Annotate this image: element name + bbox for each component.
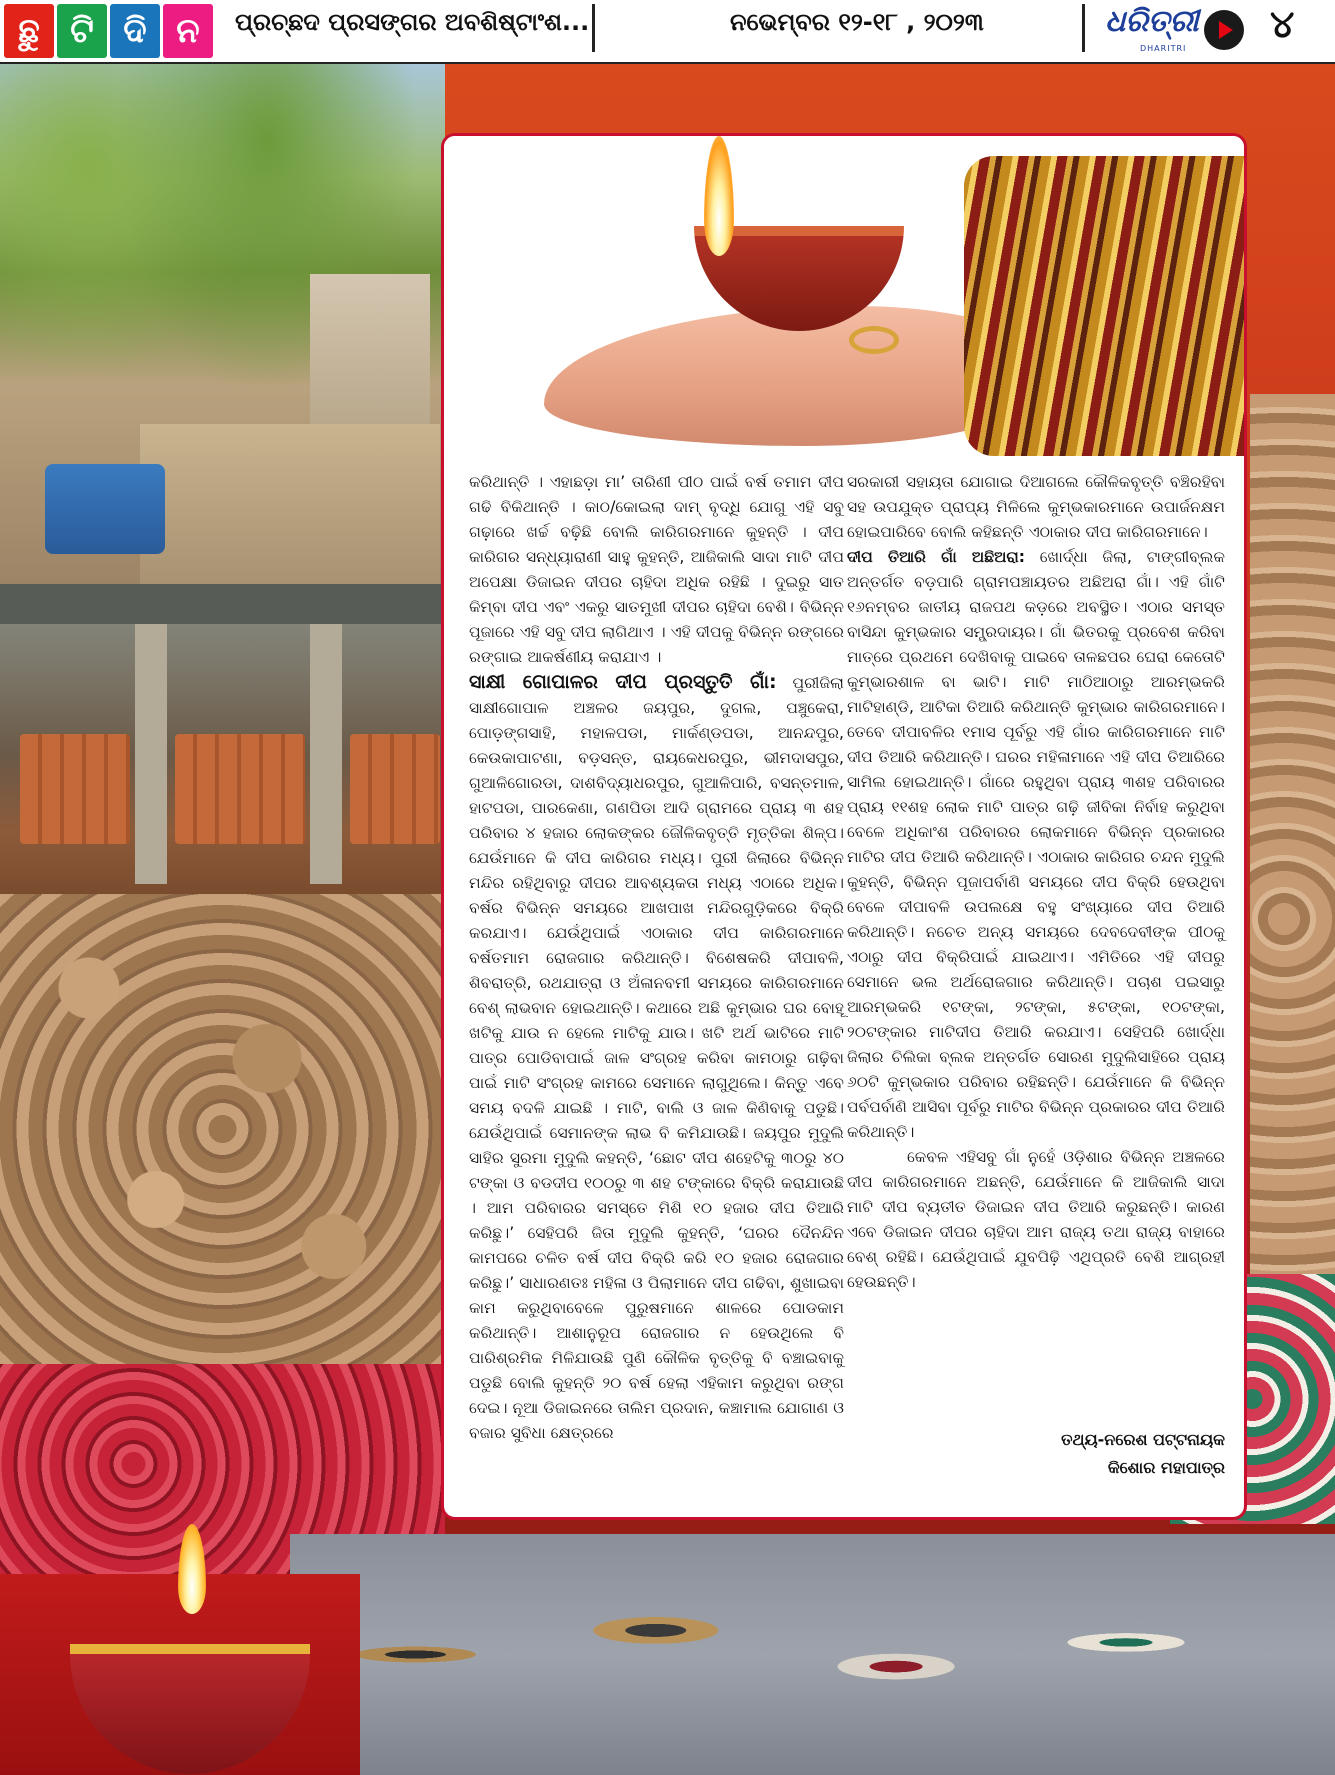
page-header bbox=[0, 0, 1335, 64]
paragraph bbox=[847, 545, 1225, 1145]
brand-logo: ଧରିତ୍ରୀ bbox=[1105, 4, 1199, 39]
village-wall bbox=[310, 274, 430, 424]
paragraph: ସରକାରୀ ସହାୟତା ଯୋଗାଇ ଦିଆଗଲେ କୌଳିକବୃତ୍ତି ବଞ୍ଚିରହିବା ସହ ଉପଯୁକ୍ତ ପ୍ରାପ୍ୟ ମିଳିଲେ କୁମ୍ଭକାରମାନେ ଉପାର୍ଜନକ୍ଷମ ହୋଇପାରିବେ ବୋଲି କହିଛନ୍ତି ଏଠାକାର ଦୀପ କାରିଗରମାନେ। bbox=[847, 473, 1225, 541]
byline-credit: ତଥ୍ୟ-ନରେଶ ପଟ୍ଟନାୟକ bbox=[1061, 1430, 1225, 1449]
bangles-image bbox=[964, 156, 1244, 456]
ring-image bbox=[849, 326, 899, 354]
masthead-logo bbox=[4, 4, 213, 58]
article-panel bbox=[441, 133, 1247, 1520]
shed-roof bbox=[0, 584, 445, 624]
stacked-pots bbox=[20, 734, 130, 844]
village-photo bbox=[0, 64, 445, 584]
page-number: ୪ bbox=[1270, 2, 1295, 46]
brand-subtitle: DHARITRI bbox=[1140, 44, 1187, 53]
village-path bbox=[140, 424, 440, 584]
water-tub bbox=[45, 464, 165, 554]
paragraph bbox=[469, 670, 844, 1446]
header-divider bbox=[592, 4, 595, 52]
paragraph: କେବଳ ଏହିସବୁ ଗାଁ ନୁହେଁ ଓଡ଼ିଶାର ବିଭିନ୍ନ ଅଞ୍ଚଳରେ ଦୀପ କାରିଗରମାନେ ଅଛନ୍ତି, ଯେଉଁମାନେ କି ଆଜିକାଲି ସାଦା ମାଟି ଦୀପ ବ୍ୟତୀତ ଡିଜାଇନ ଦୀପ ତିଆରି କରୁଛନ୍ତି। କାରଣ ଏବେ ଡିଜାଇନ ଦୀପର ଚାହିଦା ଆମ ରାଜ୍ୟ ତଥା ରାଜ୍ୟ ବାହାରେ ବେଶ୍ ରହିଛି। ଯେଉଁଥିପାଇଁ ଯୁବପିଢ଼ି ଏଥିପ୍ରତି ବେଶି ଆଗ୍ରହୀ ହେଉଛନ୍ତି। bbox=[847, 1148, 1225, 1291]
clay-lamps-photo bbox=[0, 894, 445, 1364]
shed-pillar bbox=[310, 624, 342, 884]
logo-letter-4: ନ bbox=[163, 4, 213, 58]
subheading: ସାକ୍ଷୀ ଗୋପାଳର ଦୀପ ପ୍ରସ୍ତୁତି ଗାଁ: bbox=[469, 671, 777, 693]
logo-letter-3: ଦି bbox=[110, 4, 160, 58]
kiln-shed-photo bbox=[0, 584, 445, 894]
section-title: ପ୍ରଚ୍ଛଦ ପ୍ରସଙ୍ଗର ଅବଶିଷ୍ଟାଂଶ... bbox=[235, 8, 590, 36]
logo-letter-2: ଟି bbox=[57, 4, 107, 58]
article-column-2 bbox=[847, 470, 1225, 1295]
header-divider bbox=[1082, 4, 1085, 52]
shed-pillar bbox=[135, 624, 167, 884]
paragraph-text: ଖୋର୍ଦ୍ଧା ଜିଲା, ଟାଙ୍ଗୀବ୍ଲକ ଅନ୍ତର୍ଗତ ବଡ଼ପାରି ଗ୍ରାମପଞ୍ଚାୟତର ଅଛିଅରା ଗାଁ। ଏହି ଗାଁଟି ୧୬ନମ୍ବର ଜାତୀୟ ରାଜପଥ କଡ଼ରେ ଅବସ୍ଥିତ। ଏଠାର ସମସ୍ତ ବାସିନ୍ଦା କୁମ୍ଭକାର ସମ୍ପ୍ରଦାୟର। ଗାଁ ଭିତରକୁ ପ୍ରବେଶ କରିବା ମାତ୍ରେ ପ୍ରଥମେ ଦେଖିବାକୁ ପାଇବେ ତାଳଛପର ଘେରା କେତୋଟି କୁମ୍ଭାରଶାଳ ବା ଭାଟି। ମାଟି ମାଠିଆଠାରୁ ଆରମ୍ଭକରି ମାଟିହାଣ୍ଡି, ଆଟିକା ତିଆରି କରିଥାନ୍ତି କୁମ୍ଭାର କାରିଗରମାନେ। ତେବେ ଦୀପାବଳିର ୧ମାସ ପୂର୍ବରୁ ଏହି ଗାଁର କାରିଗରମାନେ ମାଟି ଦୀପ ତିଆରି କରିଥାନ୍ତି। ଘରର ମହିଳାମାନେ ଏହି ଦୀପ ତିଆରିରେ ସାମିଲ ହୋଇଥାନ୍ତି। ଗାଁରେ ରହୁଥିବା ପ୍ରାୟ ୩ଶହ ପରିବାରର ପ୍ରାୟ ୧୧ଶହ ଲୋକ ମାଟି ପାତ୍ର ଗଢ଼ି ଜୀବିକା ନିର୍ବାହ କରୁଥିବା ବେଳେ ଅଧିକାଂଶ ପରିବାରର ଲୋକମାନେ ବିଭିନ୍ନ ପ୍ରକାରର ମାଟିର ଦୀପ ତିଆରି କରିଥାନ୍ତି। ଏଠାକାର କାରିଗର ଚନ୍ଦନ ମୁଦୁଲି କୁହନ୍ତି, ବିଭିନ୍ନ ପୂଜାପର୍ବାଣି ସମୟରେ ଦୀପ ବିକ୍ରି ହେଉଥିବା ବେଳେ ଦୀପାବଳି ଉପଲକ୍ଷେ ବହୁ ସଂଖ୍ୟାରେ ଦୀପ ତିଆରି କରିଥାନ୍ତି। ନଚେତ ଅନ୍ୟ ସମୟରେ ଦେବଦେବୀଙ୍କ ପୀଠକୁ ଏଠାରୁ ଦୀପ ବିକ୍ରିପାଇଁ ଯାଇଥାଏ। ଏମିତିରେ ଏହି ଦୀପରୁ ସେମାନେ ଭଲ ଅର୍ଥରୋଜଗାର କରିଥାନ୍ତି। ପଚାଶ ପଇସାରୁ ଆରମ୍ଭକରି ୧ଟଙ୍କା, ୨ଟଙ୍କା, ୫ଟଙ୍କା, ୧୦ଟଙ୍କା, ୨୦ଟଙ୍କାର ମାଟିଦୀପ ତିଆରି କରଯାଏ। ସେହିପରି ଖୋର୍ଦ୍ଧା ଜିଲାର ଚିଲିକା ବ୍ଲକ ଅନ୍ତର୍ଗତ ସୋରଣ ମୁଦୁଲିସାହିରେ ପ୍ରାୟ ୬୦ଟି କୁମ୍ଭକାର ପରିବାର ରହିଛନ୍ତି। ଯେଉଁମାନେ କି ବିଭିନ୍ନ ପର୍ବପର୍ବାଣି ଆସିବା ପୂର୍ବରୁ ମାଟିର ବିଭିନ୍ନ ପ୍ରକାରର ଦୀପ ତିଆରି କରିଥାନ୍ତି। bbox=[847, 548, 1225, 1141]
brass-lamps-photo bbox=[290, 1534, 1335, 1775]
hero-image bbox=[444, 136, 1244, 466]
subheading: ଦୀପ ତିଆରି ଗାଁ ଅଛିଅରା: bbox=[847, 548, 1026, 566]
play-icon bbox=[1204, 10, 1244, 50]
issue-date: ନଭେମ୍ବର ୧୨-୧୮ , ୨୦୨୩ bbox=[730, 8, 984, 36]
byline-credit: କିଶୋର ମହାପାତ୍ର bbox=[1107, 1458, 1225, 1477]
paragraph: କରିଥାନ୍ତି । ଏହାଛଡ଼ା ମା’ ତାରିଣୀ ପୀଠ ପାଇଁ ବର୍ଷ ତମାମ ଦୀପ ଗଢି ବିକିଥାନ୍ତି । କାଠ/କୋଇଲା ଦାମ୍ ବୃଦ୍ଧି ଯୋଗୁ ଏହି ସବୁ ଗଢ଼ାରେ ଖର୍ଚ୍ଚ ବଢ଼ିଛି ବୋଲି କାରିଗରମାନେ କୁହନ୍ତି । ଦୀପ କାରିଗର ସନ୍ଧ୍ୟାରାଣୀ ସାହୁ କୁହନ୍ତି, ଆଜିକାଲି ସାଦା ମାଟି ଦୀପ ଅପେକ୍ଷା ଡିଜାଇନ ଦୀପର ଚାହିଦା ଅଧିକ ରହିଛି । ଦୁଇରୁ ସାତ କିମ୍ବା ଦୀପ ଏବଂ ଏକରୁ ସାତମୁଖୀ ଦୀପର ଚାହିଦା ବେଶି। ବିଭିନ୍ନ ପୂଜାରେ ଏହି ସବୁ ଦୀପ ଲାଗିଥାଏ । ଏହି ଦୀପକୁ ବିଭିନ୍ନ ରଙ୍ଗରେ ରଙ୍ଗାଇ ଆକର୍ଷଣୀୟ କରାଯାଏ । bbox=[469, 473, 844, 666]
hero-flame bbox=[704, 136, 734, 256]
paragraph-text: ପୁରୀଜିଲା ସାକ୍ଷୀଗୋପାଳ ଅଞ୍ଚଳର ଜୟପୁର, ଦୁଗଲ, ପଞ୍ଚୁକେରା, ପୋଡ଼ଙ୍ଗସାହି, ମହାଳପଡା, ମାର୍କଣ୍ଡପଡା, ଆନନ୍ଦପୁର, କେଉକାପାଟଣା, ବଡ଼ସନ୍ତ, ରାୟକେଧରପୁର, ଭୀମଦାସପୁର, ଗୁଆଳିଗୋରଡା, ଦାଶବିଦ୍ୟାଧରପୁର, ଗୁଆଳିପାରି, ବସନ୍ତମାଳ, ହାଟପଡା, ପାରକେଣା, ଗଣପିଡା ଆଦି ଗ୍ରାମରେ ପ୍ରାୟ ୩ ଶହ ପରିବାର ୪ ହଜାର ଲୋକଙ୍କର ଜୌଳିକବୃତ୍ତି ମୃତ୍ତିକା ଶିଳ୍ପ। ଯେଉଁମାନେ କି ଦୀପ କାରିଗର ମଧ୍ୟ। ପୁରୀ ଜିଲାରେ ବିଭିନ୍ନ ମନ୍ଦିର ରହିଥିବାରୁ ଦୀପର ଆବଶ୍ୟକତା ମଧ୍ୟ ଏଠାରେ ଅଧିକ। ବର୍ଷର ବିଭିନ୍ନ ସମୟରେ ଆଖପାଖ ମନ୍ଦିରଗୁଡ଼ିକରେ ବିକ୍ରି କରଯାଏ। ଯେଉଁଥିପାଇଁ ଏଠାକାର ଦୀପ କାରିଗରମାନେ ବର୍ଷତମାମ ରୋଜଗାର କରିଥାନ୍ତି। ବିଶେଷକରି ଦୀପାବଳି, ଶିବରାତ୍ରି, ରଥଯାତ୍ରା ଓ ଅଁଳାନବମୀ ସମୟରେ କାରିଗରମାନେ ବେଶ୍ ଲାଭବାନ ହୋଇଥାନ୍ତି। କଥାରେ ଅଛି କୁମ୍ଭାର ଘର ବୋହୂ ଖଟିକୁ ଯାଉ ନ ହେଲେ ମାଟିକୁ ଯାଉ। ଖଟି ଅର୍ଥ ଭାଟିରେ ମାଟି ପାତ୍ର ପୋଡିବାପାଇଁ ଜାଳ ସଂଗ୍ରହ କରିବା କାମଠାରୁ ଗଢ଼ିବା ପାଇଁ ମାଟି ସଂଗ୍ରହ କାମରେ ସେମାନେ ଲାଗୁଥିଲେ। କିନ୍ତୁ ଏବେ ସମୟ ବଦଳି ଯାଇଛି । ମାଟି, ବାଲି ଓ ଜାଳ କିଣିବାକୁ ପଡୁଛି। ଯେଉଁଥିପାଇଁ ସେମାନଙ୍କ ଲାଭ ବି କମିଯାଉଛି। ଜୟପୁର ମୁଦୁଲି ସାହିର ସୁରମା ମୁଦୁଲି କହନ୍ତି, ‘ଛୋଟ ଦୀପ ଶହେଟିକୁ ୩୦ରୁ ୪୦ ଟଙ୍କା ଓ ବଡଦୀପ ୧୦୦ରୁ ୩ ଶହ ଟଙ୍କାରେ ବିକ୍ରି କରାଯାଉଛି । ଆମ ପରିବାରର ସମସ୍ତେ ମିଶି ୧୦ ହଜାର ଦୀପ ତିଆରି କରିଛୁ।’ ସେହିପରି ଜିତା ମୁଦୁଲି କୁହନ୍ତି, ‘ଘରର ଦୈନନ୍ଦିନ କାମପରେ ଚଳିତ ବର୍ଷ ଦୀପ ବିକ୍ରି କରି ୧୦ ହଜାର ରୋଜଗାର କରିଛୁ।’ ସାଧାରଣତଃ ମହିଳା ଓ ପିଲାମାନେ ଦୀପ ଗଢିବା, ଶୁଖାଇବା କାମ କରୁଥିବାବେଳେ ପୁରୁଷମାନେ ଶାଳରେ ପୋଡକାମ କରିଥାନ୍ତି। ଆଶାନୁରୂପ ରୋଜଗାର ନ ହେଉଥିଲେ ବି ପାରିଶ୍ରମିକ ମିଳିଯାଉଛି ପୁଣି କୌଳିକ ବୃତ୍ତିକୁ ବି ବଞ୍ଚାଇବାକୁ ପଡୁଛି ବୋଲି କୁହନ୍ତି ୨୦ ବର୍ଷ ହେଲା ଏହିକାମ କରୁଥିବା ରଙ୍ଗ ଦେଇ। ନୂଆ ଡିଜାଇନରେ ତାଲିମ ପ୍ରଦାନ, କଞ୍ଚାମାଲ ଯୋଗାଣ ଓ ବଜାର ସୁବିଧା କ୍ଷେତ୍ରରେ bbox=[469, 674, 844, 1442]
logo-letter-1: ଛୁ bbox=[4, 4, 54, 58]
article-column-1 bbox=[469, 470, 844, 1446]
stacked-pots bbox=[175, 734, 305, 844]
stacked-pots bbox=[350, 734, 440, 844]
